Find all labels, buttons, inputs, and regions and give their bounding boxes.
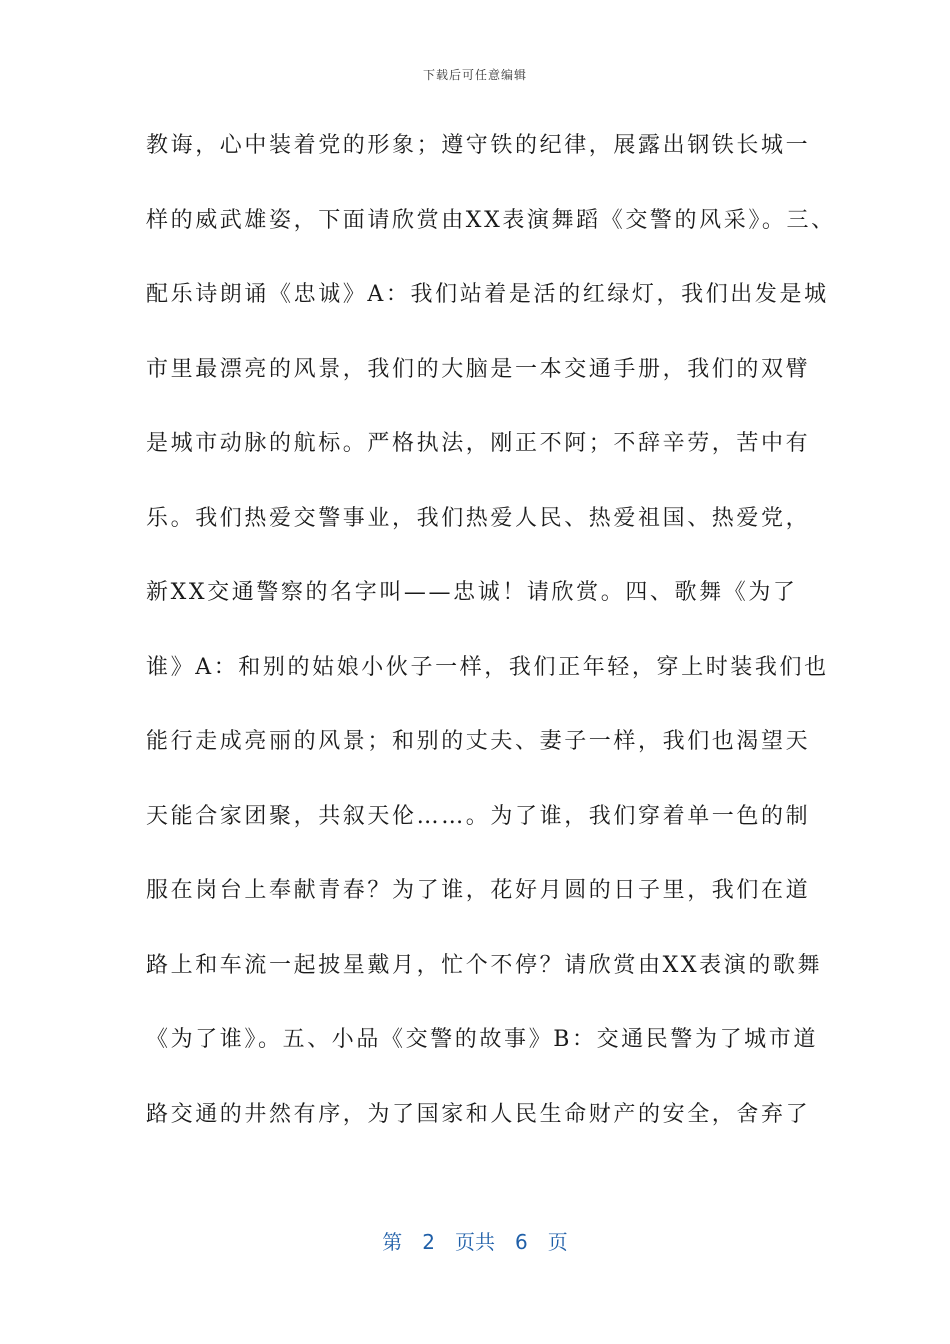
page-label-prefix: 第 [382, 1230, 403, 1254]
total-pages-number: 6 [515, 1230, 528, 1254]
page-footer [0, 1226, 950, 1255]
text-line: 能行走成亮丽的风景；和别的丈夫、妻子一样，我们也渴望天 [146, 729, 811, 754]
page-label-suffix: 页 [547, 1230, 568, 1254]
text-line: 谁》A：和别的姑娘小伙子一样，我们正年轻，穿上时装我们也 [146, 654, 829, 680]
text-line: 样的威武雄姿，下面请欣赏由XX表演舞蹈《交警的风采》。三、 [146, 207, 836, 233]
text-line: 是城市动脉的航标。严格执法，刚正不阿；不辞辛劳，苦中有 [146, 431, 811, 456]
page-label-mid: 页共 [455, 1230, 495, 1254]
document-body [146, 124, 836, 1167]
text-line: 路上和车流一起披星戴月，忙个不停？请欣赏由XX表演的歌舞 [146, 952, 823, 978]
text-line: 市里最漂亮的风景，我们的大脑是一本交通手册，我们的双臂 [146, 356, 811, 382]
text-line: 《为了谁》。五、小品《交警的故事》B：交通民警为了城市道 [146, 1027, 818, 1052]
page-header-note: 下载后可任意编辑 [422, 68, 527, 82]
text-line: 乐。我们热爱交警事业，我们热爱人民、热爱祖国、热爱党， [146, 505, 811, 531]
text-line: 服在岗台上奉献青春？为了谁，花好月圆的日子里，我们在道 [146, 878, 811, 903]
current-page-number: 2 [422, 1230, 435, 1254]
text-line: 天能合家团聚，共叙天伦……。为了谁，我们穿着单一色的制 [146, 803, 811, 829]
text-line: 新XX交通警察的名字叫——忠诚！请欣赏。四、歌舞《为了 [146, 580, 798, 605]
text-line: 教诲，心中装着党的形象；遵守铁的纪律，展露出钢铁长城一 [146, 133, 811, 158]
text-line: 配乐诗朗诵《忠诚》A：我们站着是活的红绿灯，我们出发是城 [146, 282, 829, 307]
text-line: 路交通的井然有序，为了国家和人民生命财产的安全，舍弃了 [146, 1101, 811, 1127]
